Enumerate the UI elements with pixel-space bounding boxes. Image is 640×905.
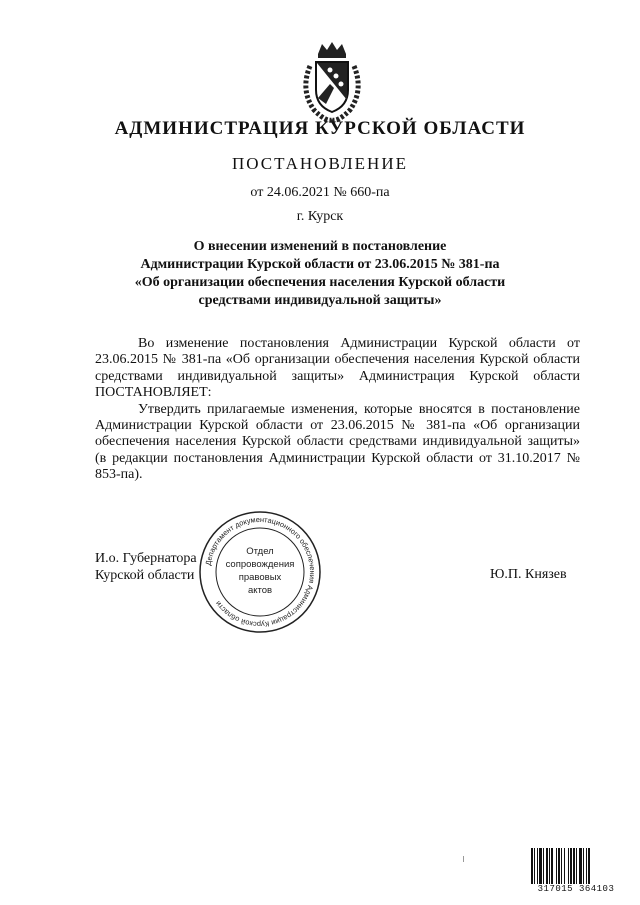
signatory-position	[95, 550, 197, 584]
signatory-position-line: Курской области	[95, 568, 195, 583]
signatory-position-line: И.о. Губернатора	[95, 551, 197, 566]
organization-title: АДМИНИСТРАЦИЯ КУРСКОЙ ОБЛАСТИ	[114, 118, 526, 139]
stamp-center-line: сопровождения	[225, 559, 295, 570]
document-body	[95, 336, 580, 484]
stamp-ring-text: Департамент документационного обеспечения Администрации Курской области	[203, 514, 318, 630]
official-stamp	[198, 510, 322, 634]
stamp-center-line: актов	[247, 585, 273, 596]
document-type: ПОСТАНОВЛЕНИЕ	[231, 154, 408, 173]
body-paragraph: Во изменение постановления Администрации Курской области от 23.06.2015 № 381-па «Об организации обеспечения населения Курской области средствами индивидуальной защиты» Администрация Курской области ПОСТАНОВЛЯЕТ:	[95, 336, 580, 401]
stamp-center-line: правовых	[238, 572, 282, 583]
document-subject	[0, 238, 640, 310]
coat-of-arms-icon	[296, 40, 368, 124]
signatory-name: Ю.П. Князев	[490, 567, 567, 582]
scan-mark	[463, 856, 464, 862]
document-city: г. Курск	[296, 209, 344, 224]
stamp-center-line: Отдел	[246, 546, 274, 557]
body-paragraph: Утвердить прилагаемые изменения, которые вносятся в постановление Администрации Курской области от 23.06.2015 № 381-па «Об организации обеспечения населения Курской области средствами индивидуальной защиты» (в редакции постановления Администрации Курской области от 31.10.2017 № 853-па).	[95, 401, 580, 483]
subject-line: Администрации Курской области от 23.06.2015 № 381-па	[140, 257, 500, 272]
document-date-number: от 24.06.2021 № 660-па	[250, 185, 390, 200]
subject-line: О внесении изменений в постановление	[193, 239, 447, 254]
barcode-number: 317015 364103	[530, 884, 622, 894]
subject-line: средствами индивидуальной защиты»	[198, 293, 442, 308]
subject-line: «Об организации обеспечения населения Курской области	[134, 275, 506, 290]
